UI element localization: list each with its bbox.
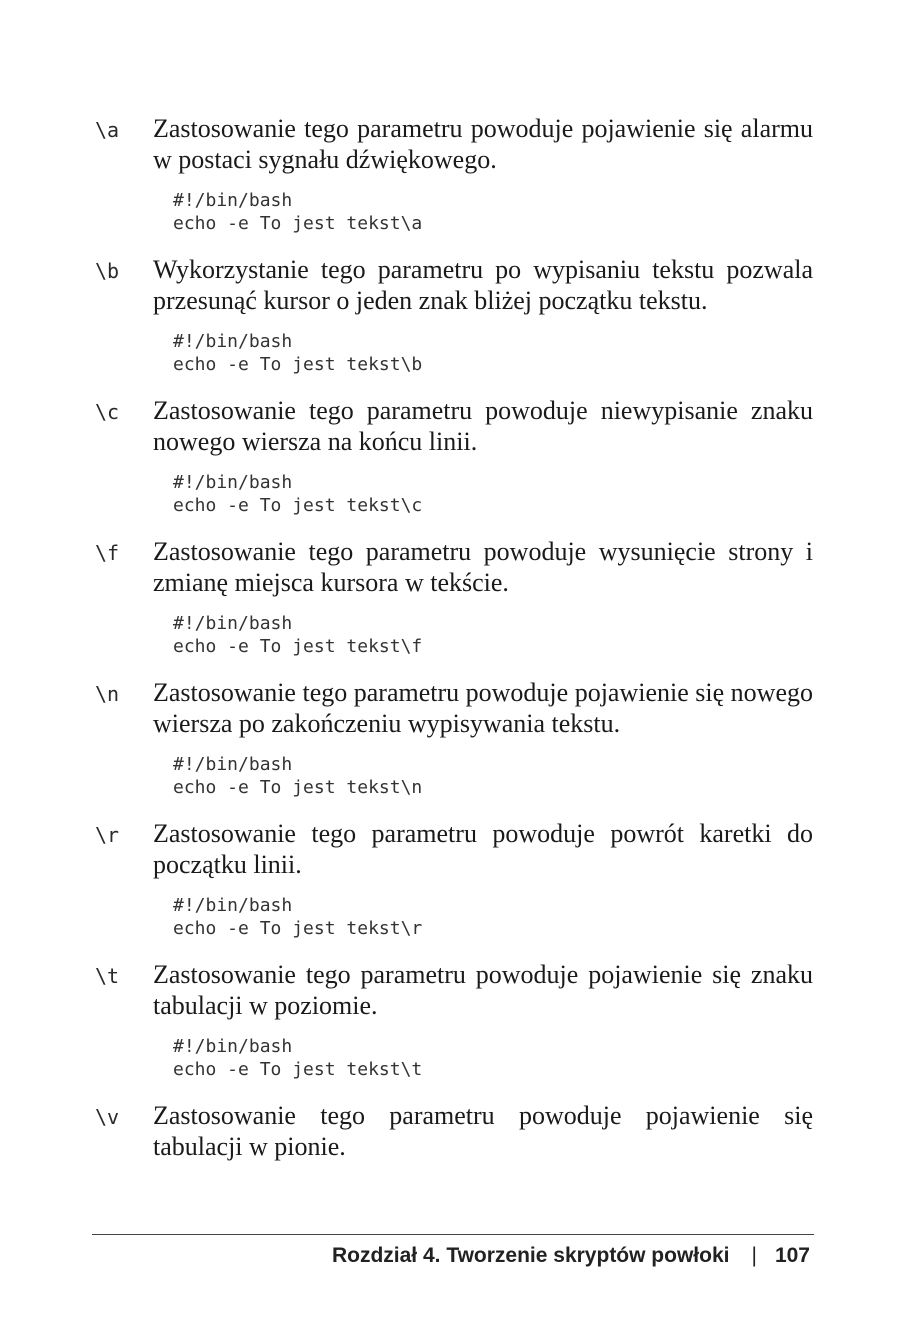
code-line: #!/bin/bash [173,1036,293,1057]
code-line: #!/bin/bash [173,472,293,493]
param-name: \t [95,964,120,988]
chapter-title: Rozdział 4. Tworzenie skryptów powłoki [331,1244,730,1267]
code-line: echo -e To jest tekst\c [173,495,423,516]
code-example [173,471,422,517]
page-number: 107 [774,1244,810,1267]
param-description: Zastosowanie tego parametru powoduje pojawienie się tabulacji w pionie. [153,1101,813,1161]
code-example [173,753,422,799]
param-name: \v [95,1105,120,1129]
code-example [173,1035,422,1081]
code-line: #!/bin/bash [173,895,293,916]
param-description: Zastosowanie tego parametru powoduje powrót karetki do początku linii. [153,819,813,879]
code-line: echo -e To jest tekst\t [173,1059,423,1080]
footer-divider [92,1234,814,1235]
code-line: echo -e To jest tekst\a [173,213,423,234]
param-description: Zastosowanie tego parametru powoduje niewypisanie znaku nowego wiersza na końcu linii. [153,396,813,456]
param-name: \n [95,682,120,706]
param-description: Zastosowanie tego parametru powoduje pojawienie się alarmu w postaci sygnału dźwiękowego. [153,114,813,174]
param-name: \b [95,259,120,283]
code-line: #!/bin/bash [173,754,293,775]
param-description: Wykorzystanie tego parametru po wypisaniu tekstu pozwala przesunąć kursor o jeden znak bliżej początku tekstu. [153,255,813,315]
code-line: echo -e To jest tekst\f [173,636,423,657]
code-example [173,330,422,376]
running-footer [332,1242,810,1270]
code-line: echo -e To jest tekst\n [173,777,423,798]
param-name: \c [95,400,120,424]
param-description: Zastosowanie tego parametru powoduje wysunięcie strony i zmianę miejsca kursora w tekście. [153,537,813,597]
param-description: Zastosowanie tego parametru powoduje pojawienie się nowego wiersza po zakończeniu wypisywania tekstu. [153,678,813,738]
code-example [173,189,422,235]
param-name: \a [95,118,120,142]
code-line: #!/bin/bash [173,613,293,634]
footer-separator: | [751,1244,757,1267]
code-example [173,612,422,658]
code-line: #!/bin/bash [173,190,293,211]
code-example [173,894,422,940]
param-description: Zastosowanie tego parametru powoduje pojawienie się znaku tabulacji w poziomie. [153,960,813,1020]
param-name: \f [95,541,120,565]
param-name: \r [95,823,120,847]
code-line: echo -e To jest tekst\b [173,354,423,375]
code-line: #!/bin/bash [173,331,293,352]
code-line: echo -e To jest tekst\r [173,918,423,939]
